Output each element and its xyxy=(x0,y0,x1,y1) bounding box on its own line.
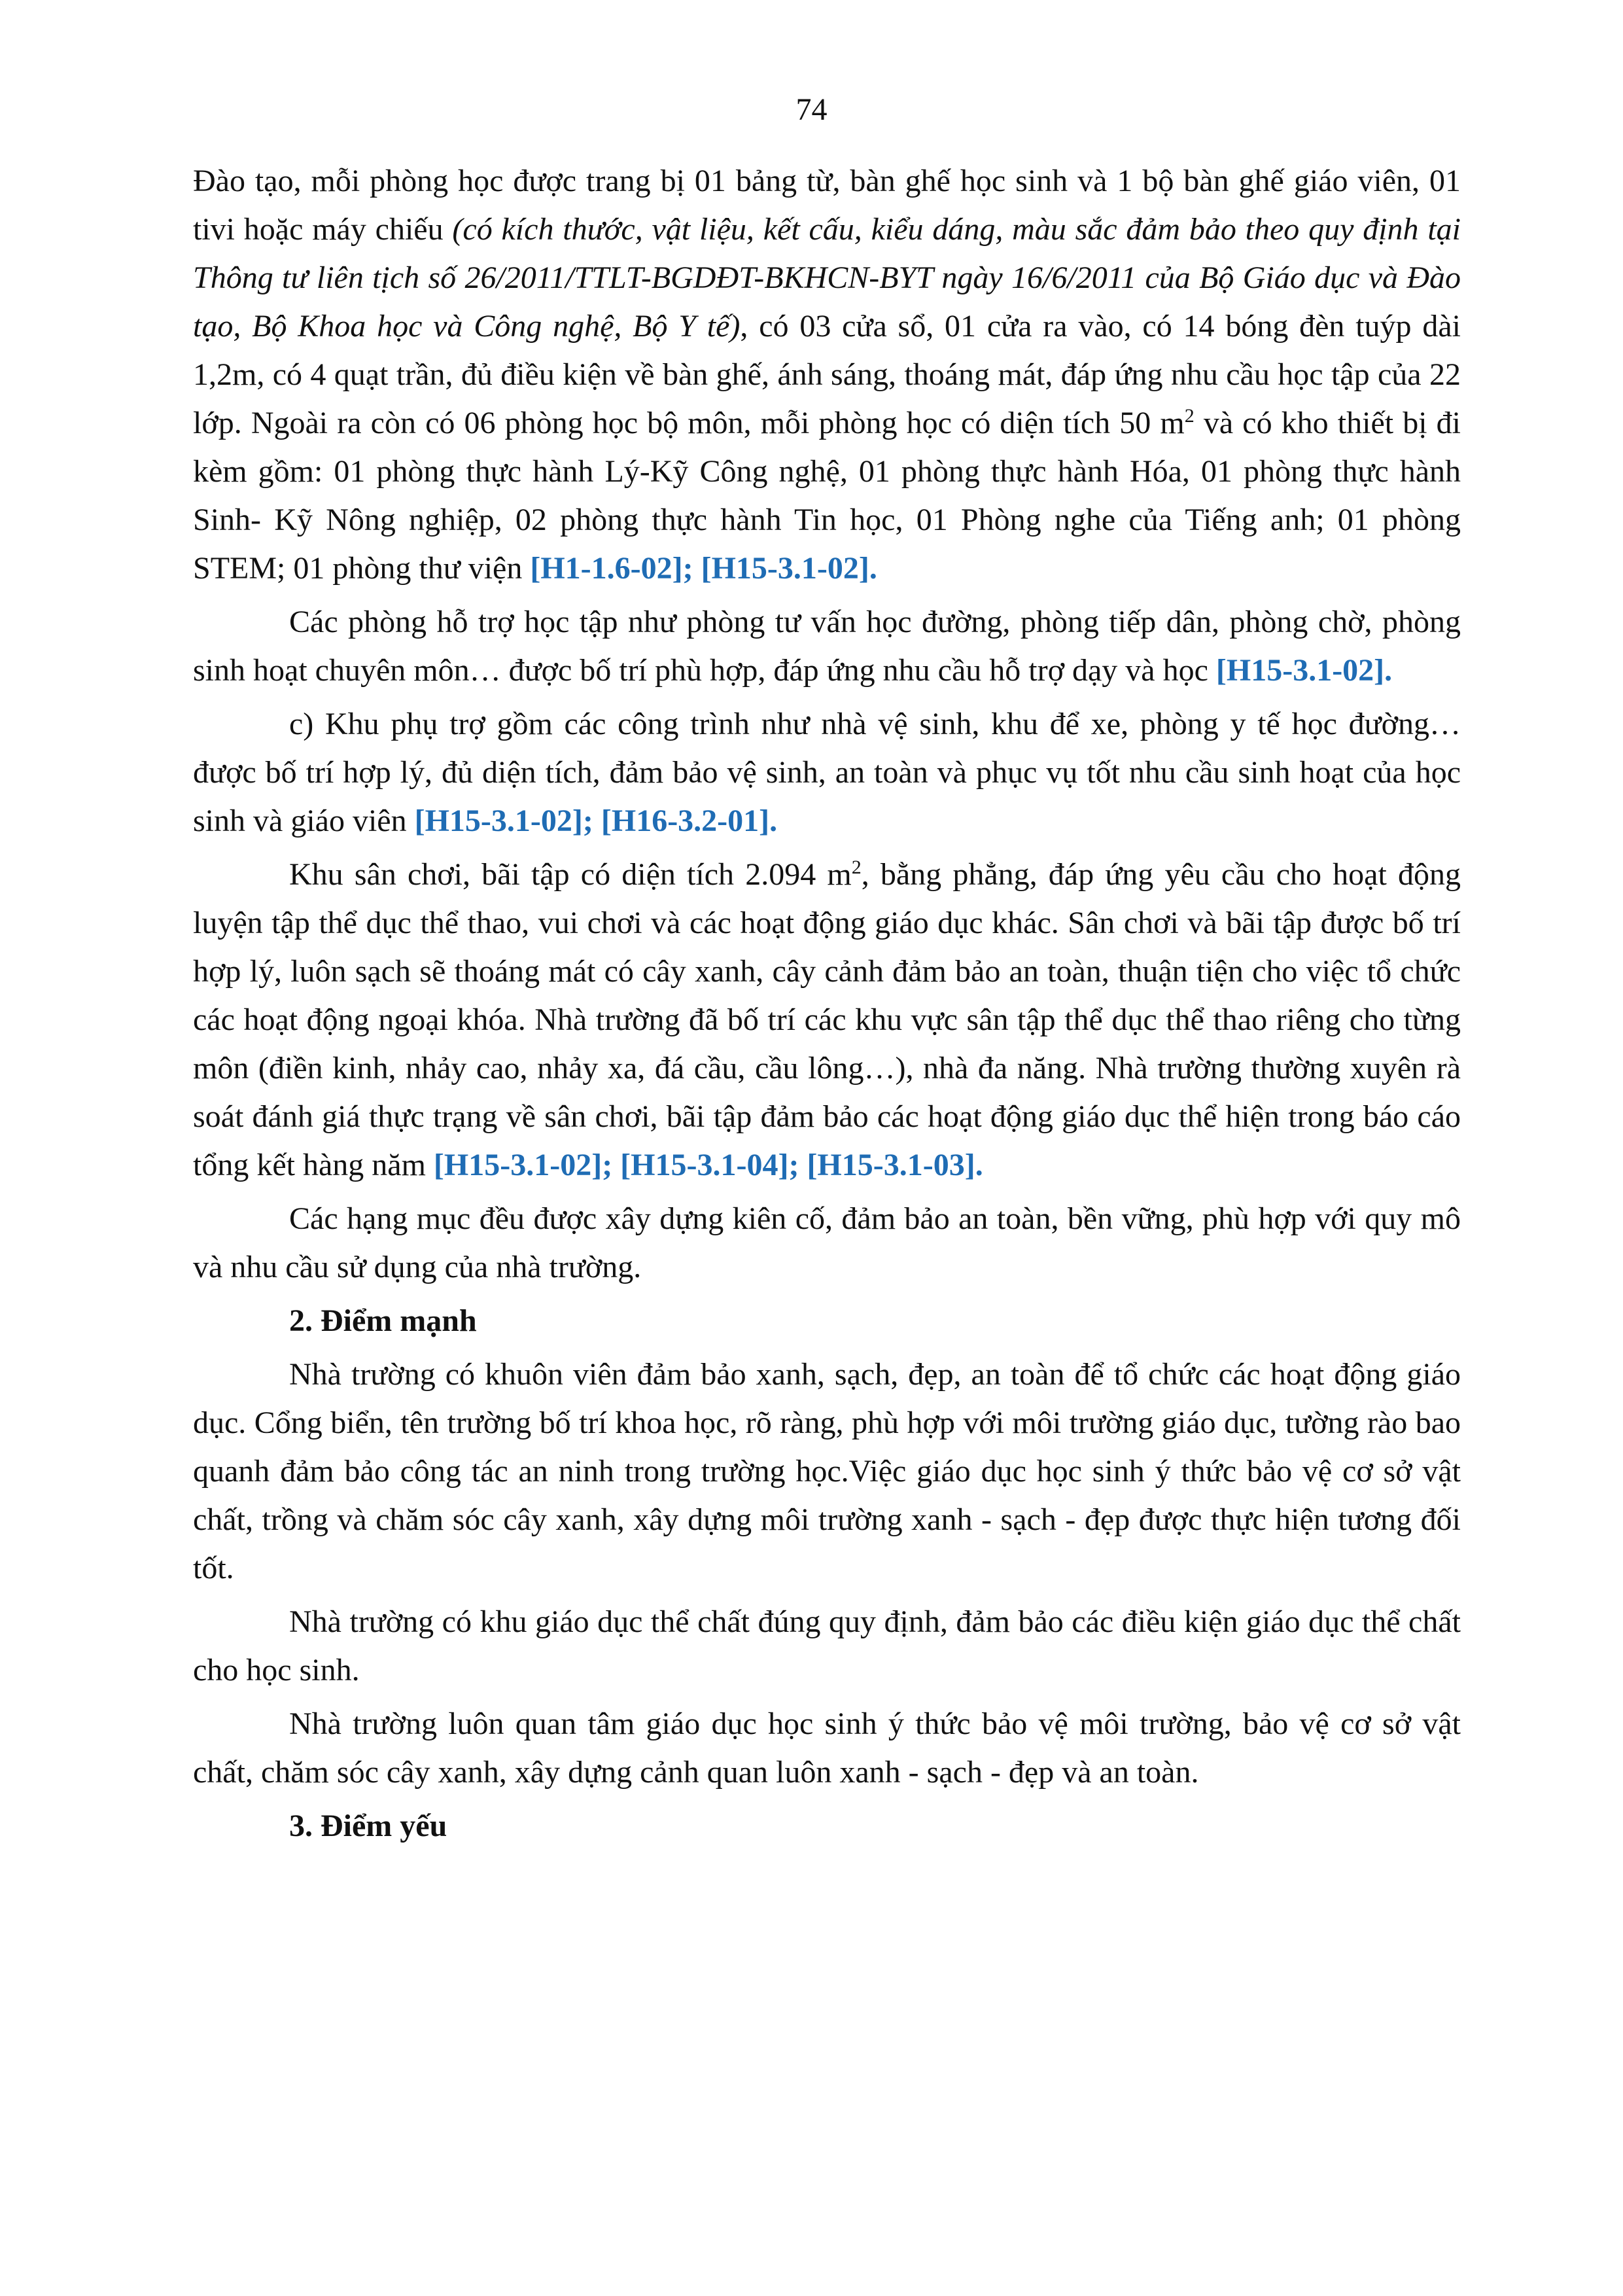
paragraph-strength-environment: Nhà trường luôn quan tâm giáo dục học sinh ý thức bảo vệ môi trường, bảo vệ cơ sở vật chất, chăm sóc cây xanh, xây dựng cảnh quan luôn xanh - sạch - đẹp và an toàn. xyxy=(193,1706,1461,1790)
text-run: Đào tạo, mỗi phòng học được trang bị 01 bảng từ, bàn ghế học sinh và 1 bộ bàn ghế giáo viên, 01 tivi hoặc máy chiếu xyxy=(193,164,1461,247)
superscript: 2 xyxy=(851,857,862,878)
text-run: c) Khu phụ trợ gồm các công trình như nhà vệ sinh, khu để xe, phòng y tế học đường… được bố trí hợp lý, đủ diện tích, đảm bảo vệ sinh, an toàn và phục vụ tốt nhu cầu sinh hoạt của học sinh và giáo viên xyxy=(193,707,1461,838)
paragraph-strength-campus: Nhà trường có khuôn viên đảm bảo xanh, sạch, đẹp, an toàn để tổ chức các hoạt động giáo dục. Cổng biển, tên trường bố trí khoa học, rõ ràng, phù hợp với môi trường giáo dục, tường rào bao quanh đảm bảo công tác an ninh trong trường học.Việc giáo dục học sinh ý thức bảo vệ cơ sở vật chất, trồng và chăm sóc cây xanh, xây dựng môi trường xanh - sạch - đẹp được thực hiện tương đối tốt. xyxy=(193,1357,1461,1585)
evidence-reference: [H15-3.1-02]. xyxy=(1215,653,1393,688)
paragraph-support-rooms xyxy=(193,598,1461,695)
evidence-reference: [H15-3.1-02]; [H15-3.1-04]; [H15-3.1-03]. xyxy=(433,1148,983,1182)
text-run: và có kho thiết bị đi kèm gồm: 01 phòng thực hành Lý-Kỹ Công nghệ, 01 phòng thực hành Hóa, 01 phòng thực hành Sinh- Kỹ Nông nghiệp, 02 phòng thực hành Tin học, 01 Phòng nghe của Tiếng anh; 01 phòng STEM; 01 phòng thư viện xyxy=(193,406,1461,586)
evidence-reference: [H15-3.1-02]; [H16-3.2-01]. xyxy=(414,804,778,838)
paragraph-classrooms xyxy=(193,157,1461,593)
text-run: , có 03 cửa sổ, 01 cửa ra vào, có 14 bóng đèn tuýp dài 1,2m, có 4 quạt trần, đủ điều kiện về bàn ghế, ánh sáng, thoáng mát, đáp ứng nhu cầu học tập của 22 lớp. Ngoài ra còn có 06 phòng học bộ môn, mỗi phòng học có diện tích 50 m xyxy=(193,309,1461,440)
paragraph-auxiliary-area xyxy=(193,700,1461,845)
evidence-reference: [H1-1.6-02]; [H15-3.1-02]. xyxy=(530,551,877,586)
paragraph-construction: Các hạng mục đều được xây dựng kiên cố, đảm bảo an toàn, bền vững, phù hợp với quy mô và nhu cầu sử dụng của nhà trường. xyxy=(193,1201,1461,1284)
body-text xyxy=(193,157,1461,1856)
page-number: 74 xyxy=(795,92,828,127)
text-run: Các phòng hỗ trợ học tập như phòng tư vấn học đường, phòng tiếp dân, phòng chờ, phòng sinh hoạt chuyên môn… được bố trí phù hợp, đáp ứng nhu cầu hỗ trợ dạy và học xyxy=(193,605,1461,688)
text-run: Khu sân chơi, bãi tập có diện tích 2.094 m xyxy=(289,857,852,892)
heading-strengths: 2. Điểm mạnh xyxy=(289,1303,477,1338)
heading-weaknesses: 3. Điểm yếu xyxy=(289,1809,447,1843)
italic-note: (có kích thước, vật liệu, kết cấu, kiểu dáng, màu sắc đảm bảo theo quy định tại Thông tư liên tịch số 26/2011/TTLT-BGDĐT-BKHCN-BYT ngày 16/6/2011 của Bộ Giáo dục và Đào tạo, Bộ Khoa học và Công nghệ, Bộ Y tế) xyxy=(193,212,1461,344)
text-run: , bằng phẳng, đáp ứng yêu cầu cho hoạt động luyện tập thể dục thể thao, vui chơi và các hoạt động giáo dục khác. Sân chơi và bãi tập được bố trí hợp lý, luôn sạch sẽ thoáng mát có cây xanh, cây cảnh đảm bảo an toàn, thuận tiện cho việc tổ chức các hoạt động ngoại khóa. Nhà trường đã bố trí các khu vực sân tập thể dục thể thao riêng cho từng môn (điền kinh, nhảy cao, nhảy xa, đá cầu, cầu lông…), nhà đa năng. Nhà trường thường xuyên rà soát đánh giá thực trạng về sân chơi, bãi tập đảm bảo các hoạt động giáo dục thể hiện trong báo cáo tổng kết hàng năm xyxy=(193,857,1461,1182)
paragraph-strength-pe: Nhà trường có khu giáo dục thể chất đúng quy định, đảm bảo các điều kiện giáo dục thể chất cho học sinh. xyxy=(193,1604,1461,1687)
paragraph-playground xyxy=(193,851,1461,1190)
superscript: 2 xyxy=(1184,405,1195,427)
